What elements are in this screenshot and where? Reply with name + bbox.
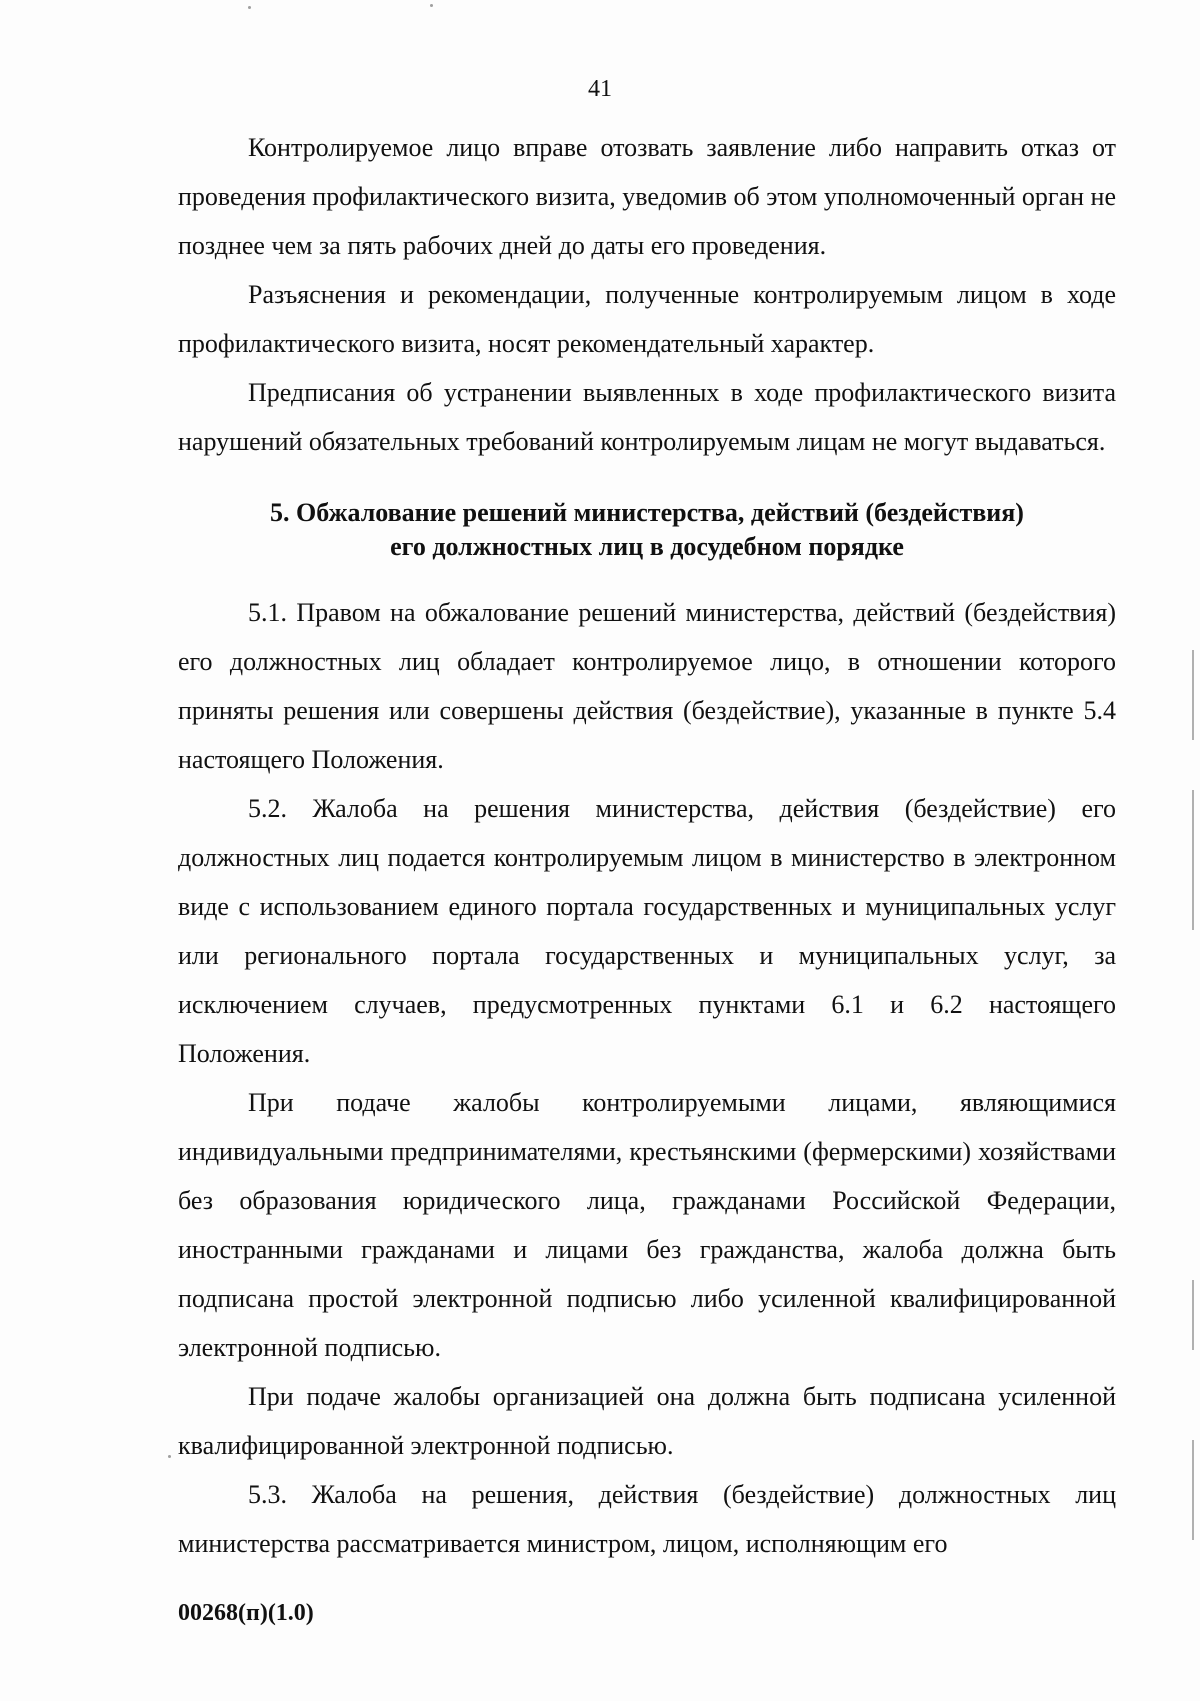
scan-artifact-dot	[248, 6, 251, 9]
document-code: 00268(п)(1.0)	[178, 1600, 314, 1626]
section-heading-line-2: его должностных лиц в досудебном порядке	[390, 532, 904, 561]
paragraph-signature-individuals: При подаче жалобы контролируемыми лицами, являющимися индивидуальными предпринимателями, крестьянскими (фермерскими) хозяйствами без образования юридического лица, гражданами Российской Федерации, иностранными гражданами и лицами без гражданства, жалоба должна быть подписана простой электронной подписью либо усиленной квалифицированной электронной подписью.	[178, 1088, 1116, 1362]
scan-artifact-dot	[168, 1455, 171, 1458]
paragraph-prescriptions: Предписания об устранении выявленных в ходе профилактического визита нарушений обязательных требований контролируемым лицам не могут выдаваться.	[178, 378, 1116, 456]
scan-artifact-line	[1192, 1280, 1194, 1350]
paragraph-5-3: 5.3. Жалоба на решения, действия (бездействие) должностных лиц министерства рассматривается министром, лицом, исполняющим его	[178, 1480, 1116, 1558]
scan-artifact-line	[1192, 1440, 1194, 1540]
paragraph-explanations: Разъяснения и рекомендации, полученные контролируемым лицом в ходе профилактического визита, носят рекомендательный характер.	[178, 280, 1116, 358]
scan-artifact-line	[1192, 650, 1194, 740]
paragraph-5-2: 5.2. Жалоба на решения министерства, действия (бездействие) его должностных лиц подается контролируемым лицом в министерство в электронном виде с использованием единого портала государственных и муниципальных услуг или регионального портала государственных и муниципальных услуг, за исключением случаев, предусмотренных пунктами 6.1 и 6.2 настоящего Положения.	[178, 794, 1116, 1068]
document-body	[178, 123, 1116, 1568]
scan-artifact-line	[1192, 790, 1194, 930]
paragraph-signature-organization: При подаче жалобы организацией она должна быть подписана усиленной квалифицированной электронной подписью.	[178, 1382, 1116, 1460]
scan-artifact-dot	[430, 4, 433, 7]
section-heading-line-1: 5. Обжалование решений министерства, действий (бездействия)	[270, 498, 1024, 527]
paragraph-withdraw-application: Контролируемое лицо вправе отозвать заявление либо направить отказ от проведения профилактического визита, уведомив об этом уполномоченный орган не позднее чем за пять рабочих дней до даты его проведения.	[178, 133, 1116, 260]
page-number: 41	[588, 76, 612, 102]
paragraph-5-1: 5.1. Правом на обжалование решений министерства, действий (бездействия) его должностных лиц обладает контролируемое лицо, в отношении которого приняты решения или совершены действия (бездействие), указанные в пункте 5.4 настоящего Положения.	[178, 598, 1116, 774]
section-heading	[178, 496, 1116, 564]
